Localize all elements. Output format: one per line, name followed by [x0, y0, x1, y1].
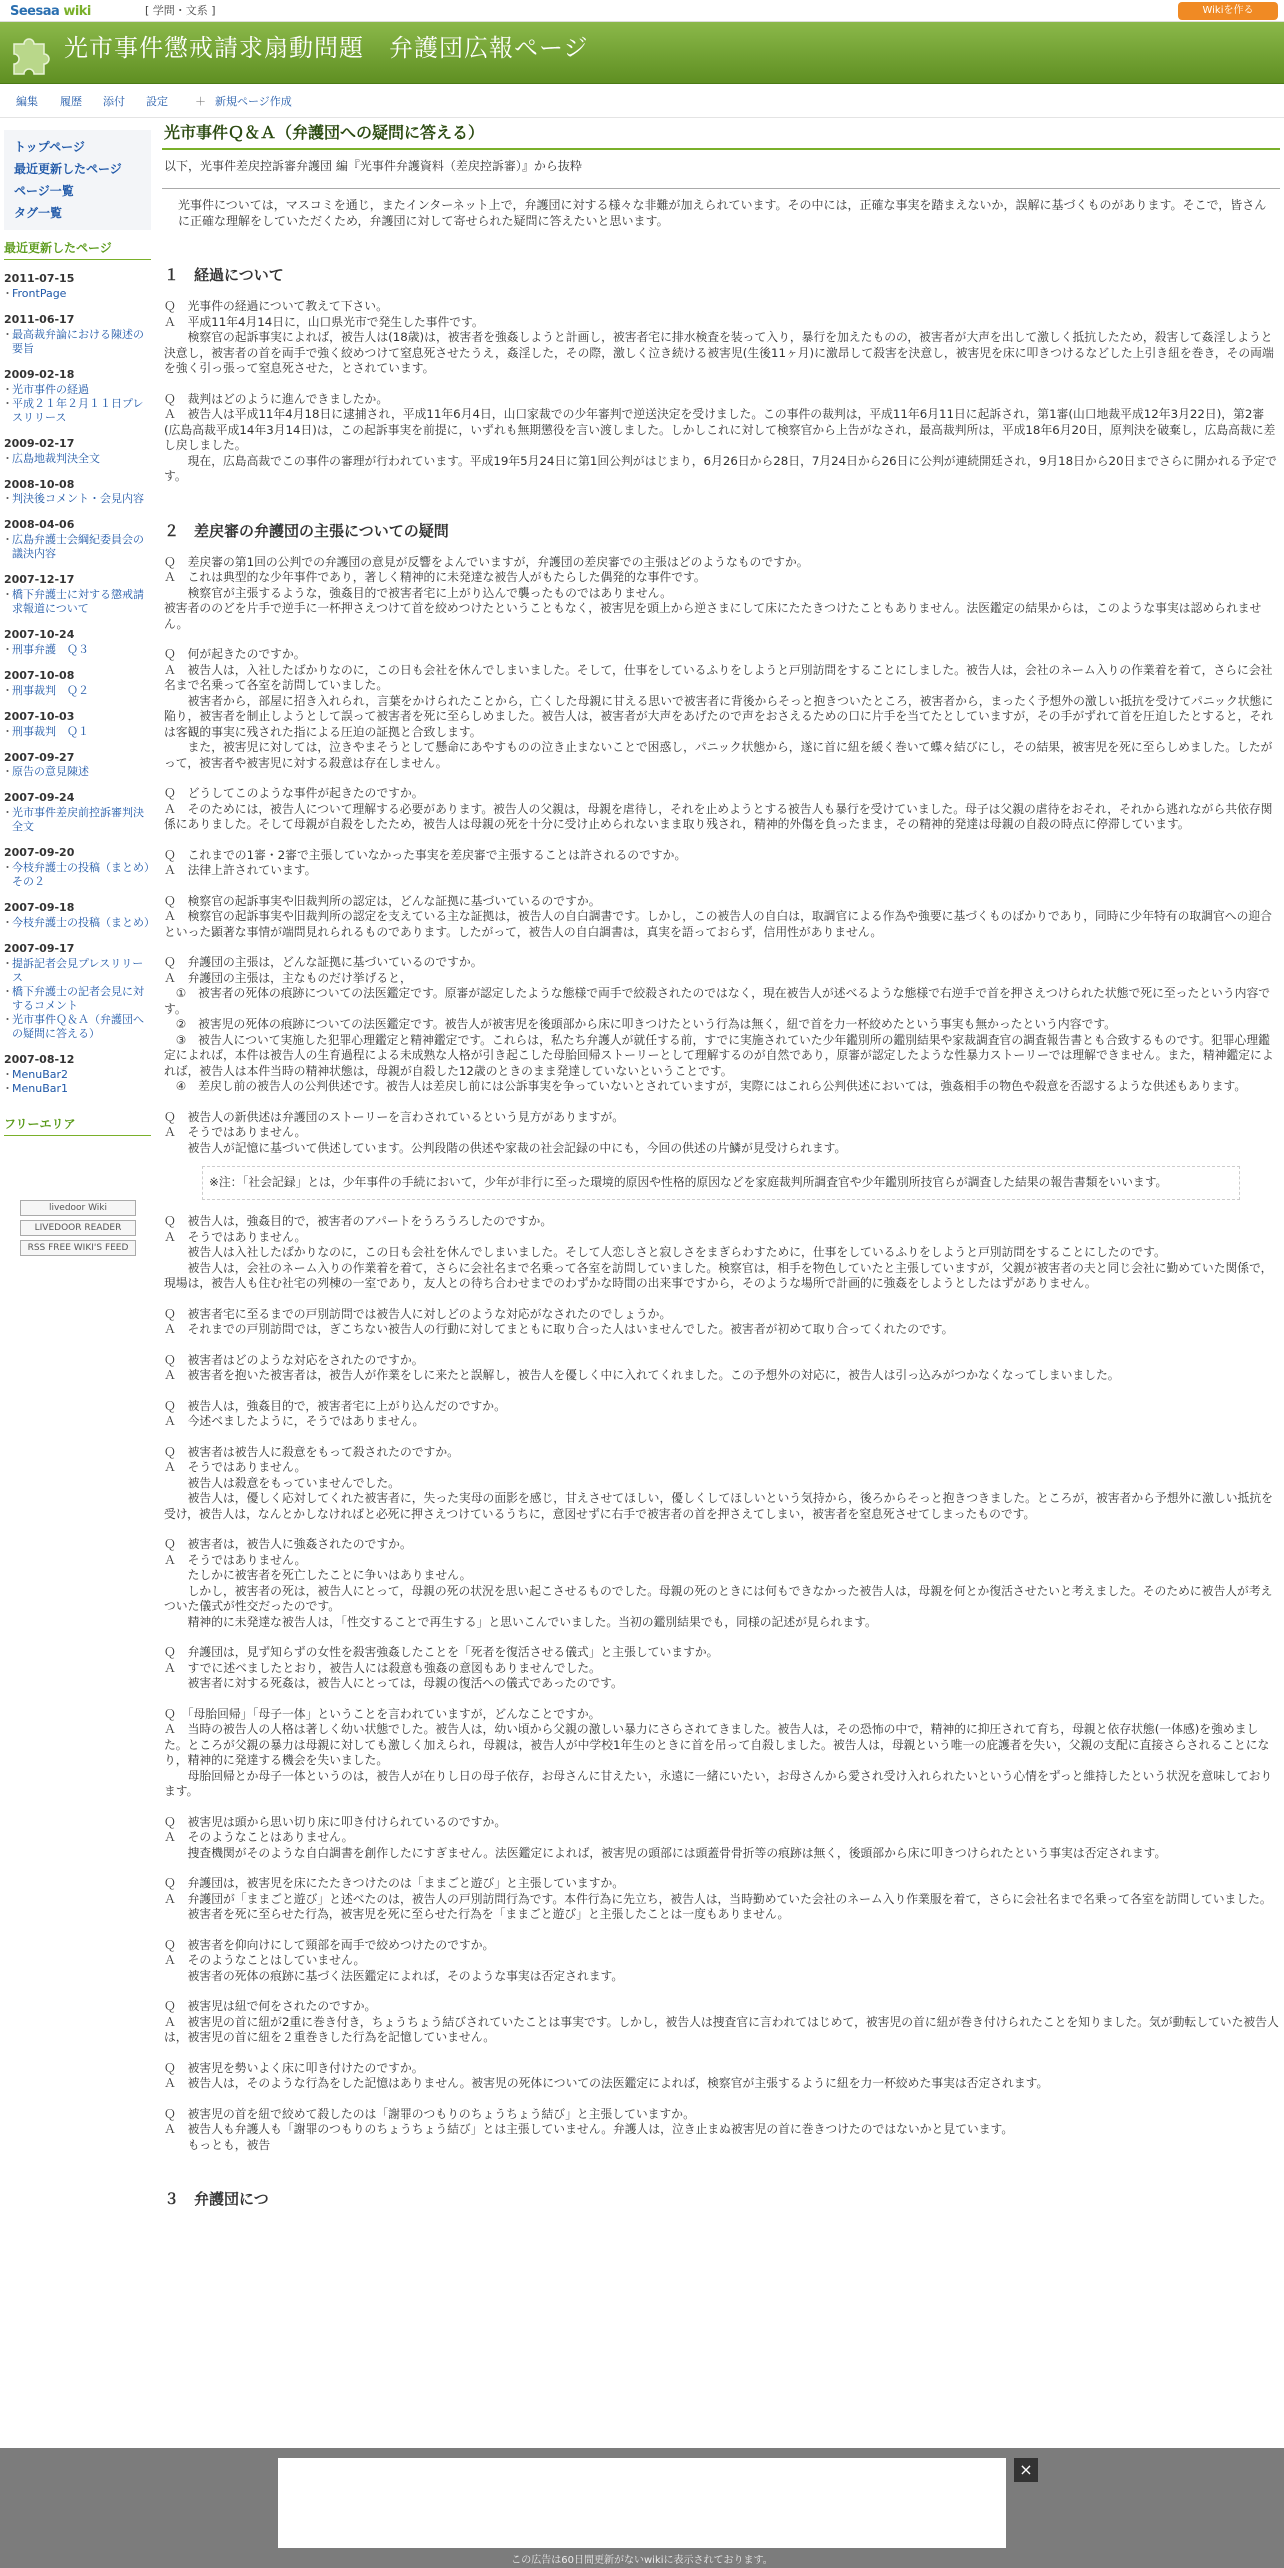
recent-heading: 最近更新したページ: [4, 240, 151, 260]
recent-page-link[interactable]: ・ MenuBar2: [4, 1068, 151, 1082]
qa-line: 被告人は，優しく応対してくれた被害者に，失った実母の面影を感じ，甘えさせてほしい，優しくしてほしいという気持から，後ろからそっと抱きつきました。ところが，被害者から予想外に激しい抵抗を受け，被告人は，なんとかしなければと必死に押さえつけているうちに，意図せずに右手で被害者の首を押さえてしまい，被害者を窒息死させてしまったものです。: [164, 1491, 1273, 1521]
ad-note: この広告は60日間更新がないwikiに表示されております。: [511, 2555, 773, 2566]
qa-line: Ａ すでに述べましたとおり，被告人には殺意も強姦の意図もありませんでした。: [164, 1660, 601, 1675]
recent-page-link[interactable]: ・ 今枝弁護士の投稿（まとめ）: [4, 916, 151, 930]
menu-edit[interactable]: 編集: [16, 95, 38, 108]
ad-overlay: [0, 2448, 1284, 2568]
qa-line: Ｑ 光事件の経過について教えて下さい。: [164, 299, 388, 314]
qa-line: [164, 1692, 1280, 1707]
qa-line: Ｑ 被害者を仰向けにして頸部を両手で絞めつけたのですか。: [164, 1937, 495, 1952]
qa-line: Ａ 法律上許されています。: [164, 863, 317, 878]
recent-page-link[interactable]: ・ 最高裁弁論における陳述の要旨: [4, 328, 151, 356]
section-heading-1: １ 経過について: [164, 265, 284, 284]
recent-page-link[interactable]: ・ 刑事弁護 Ｑ３: [4, 643, 151, 657]
recent-date: 2007-10-24: [4, 628, 75, 642]
qa-line: Ｑ 被害者は，被告人に強姦されたのですか。: [164, 1537, 412, 1552]
page-title: 光市事件Ｑ＆Ａ（弁護団への疑問に答える）: [162, 118, 1280, 150]
qa-line: Ｑ 被害者はどのような対応をされたのですか。: [164, 1352, 424, 1367]
qa-line: Ａ そうではありません。: [164, 1125, 307, 1140]
recent-date: 2008-10-08: [4, 477, 75, 491]
qa-line: [164, 833, 1280, 848]
qa-line: 被害者から，部屋に招き入れられ，言葉をかけられたことから，亡くした母親に甘える思いで被害者に背後からそっと抱きついたところ，被害者から，まったく予想外の激しい抵抗を受けてパニック状態に陥り，被害者を制止しようとして誤って被害者を死に至らしめました。被告人は，被害者が大声をあげたので声をおさえるための口に片手を当てたとしていますが，その手がずれて首を圧迫したとすると，それは客観的事実に残された指による圧迫の証拠と合致します。: [164, 693, 1274, 739]
create-wiki-button[interactable]: Wikiを作る: [1178, 2, 1278, 20]
qa-line: 被害者ののどを片手で逆手に一杯押さえつけて首を絞めつけたということもなく，被害児を頭上から逆さまにして床にたたきつけたこともありません。法医鑑定の結果からは，このような事実は認められません。: [164, 601, 1262, 631]
section-heading-3: ３ 弁護団につ: [164, 2190, 269, 2209]
qa-line: Ａ 被告人は，そのような行為をした記憶はありません。被害児の死体についての法医鑑定によれば，検察官が主張するように紐を力一杯絞めた事実は否定されます。: [164, 2076, 1049, 2091]
qa-line: [164, 1984, 1280, 1999]
recent-date: 2009-02-17: [4, 436, 75, 450]
qa-line: Ａ 当時の被告人の人格は著しく幼い状態でした。被告人は，幼い頃から父親の激しい暴力にさらされてきました。被告人は，その恐怖の中で，精神的に抑圧されて育ち，母親と依存状態(一体感)を強めました。ところが父親の暴力は母親に対しても激しく加えられ，母親は，被告人が中学校1年生のときに首を吊って自殺しました。被告人は，母親という唯一の庇護者を失い，父親の支配に直接さらされることになり，精神的に発達する機会を失いました。: [164, 1722, 1270, 1768]
qa-line: Ｑ 「母胎回帰」「母子一体」ということを言われていますが，どんなことですか。: [164, 1706, 601, 1721]
qa-line: Ｑ 検察官の起訴事実や旧裁判所の認定は，どんな証拠に基づいているのですか。: [164, 893, 601, 908]
qa-line: [164, 1384, 1280, 1399]
qa-line: Ｑ これまでの1審・2審で主張していなかった事実を差戻審で主張することは許されるのですか。: [164, 847, 687, 862]
qa-line: [164, 1630, 1280, 1645]
nav-pages[interactable]: ページ一覧: [14, 184, 74, 198]
recent-date: 2007-12-17: [4, 573, 75, 587]
qa-line: [164, 632, 1280, 647]
qa-line: Ａ 被害者を抱いた被害者は，被告人が作業をしに来たと誤解し，被告人を優しく中に入れてくれました。この予想外の対応に，被告人は引っ込みがつかなくなってしまいました。: [164, 1368, 1120, 1383]
qa-line: 被害者を死に至らせた行為，被害児を死に至らせた行為を「ままごと遊び」と主張したことは一度もありません。: [164, 1907, 790, 1922]
qa-line: 被害者に対する死姦は，被告人にとっては，母親の復活への儀式であったのです。: [164, 1676, 623, 1691]
qa-line: Ａ 今述べましたように，そうではありません。: [164, 1414, 425, 1429]
recent-page-link[interactable]: ・ 平成２１年２月１１日プレスリリース: [4, 397, 151, 425]
qa-line: しかし，被害者の死は，被告人にとって，母親の死の状況を思い起こさせるものでした。母親の死のときには何もできなかった被告人は，母親を何とか復活させたいと考えました。そのために被告人が考えついた儀式が性交だったのです。: [164, 1583, 1273, 1614]
qa-line: Ａ そのようなことはありません。: [164, 1830, 354, 1845]
recent-date: 2007-09-18: [4, 901, 75, 915]
qa-line: 現在，広島高裁でこの事件の審理が行われています。平成19年5月24日に第1回公判がはじまり，6月26日から28日，7月24日から26日に公判が連続開廷され，9月18日から20日までさらに開かれる予定です。: [164, 453, 1277, 484]
qa-line: [164, 771, 1280, 786]
qa-line: [164, 1522, 1280, 1537]
section-heading-2: ２ 差戻審の弁護団の主張についての疑問: [164, 521, 449, 540]
recent-page-link[interactable]: ・ 光市事件差戻前控訴審判決全文: [4, 806, 151, 834]
qa-line: Ｑ 被害児は紐で何をされたのですか。: [164, 1999, 377, 2014]
page-subtitle: 以下，光事件差戻控訴審弁護団 編『光事件弁護資料（差戻控訴審）』から抜粋: [164, 158, 582, 173]
recent-page-link[interactable]: ・ 提訴記者会見プレスリリース: [4, 957, 151, 985]
menu-new-page[interactable]: 新規ページ作成: [215, 95, 292, 108]
recent-page-link[interactable]: ・ FrontPage: [4, 287, 151, 301]
menu-bar: [0, 84, 1284, 118]
qa-line: Ｑ 被害児は頭から思い切り床に叩き付けられているのですか。: [164, 1814, 507, 1829]
recent-page-link[interactable]: ・ 広島弁護士会綱紀委員会の議決内容: [4, 533, 151, 561]
qa-line: Ａ 被害児の首に紐が2重に巻き付き，ちょうちょう結びされていたことは事実です。しかし，被告人は捜査官に言われてはじめて，被害児の首に紐が巻き付けられたことを知りました。気が動転していた被告人は，被害児の首に紐を２重巻きした行為を記憶していません。: [164, 2014, 1279, 2045]
qa-block-2: [164, 555, 1280, 1157]
recent-page-link[interactable]: ・ 刑事裁判 Ｑ１: [4, 725, 151, 739]
header-banner: [0, 22, 1284, 84]
qa-line: [164, 2092, 1280, 2107]
qa-line: Ａ そうではありません。: [164, 1229, 307, 1244]
recent-page-link[interactable]: ・ MenuBar1: [4, 1082, 151, 1096]
qa-line: Ｑ 被告人は，強姦目的で，被害者宅に上がり込んだのですか。: [164, 1398, 506, 1413]
qa-line: [164, 1800, 1280, 1815]
qa-line: [164, 1861, 1280, 1876]
qa-line: Ｑ 被告人は，強姦目的で，被害者のアパートをうろうろしたのですか。: [164, 1214, 553, 1229]
main-content: [162, 118, 1280, 2209]
qa-block-1: [164, 299, 1280, 485]
sidebar: [0, 122, 155, 1260]
qa-line: Ａ 弁護団が「ままごと遊び」と述べたのは，被告人の戸別訪問行為です。本件行為に先立ち，被告人は，当時勤めていた会社のネーム入り作業服を着て，さらに会社名まで名乗って各室を訪問していました。: [164, 1891, 1272, 1906]
recent-date: 2007-10-08: [4, 668, 75, 682]
qa-line: [164, 377, 1280, 392]
recent-page-link[interactable]: ・ 橋下弁護士の記者会見に対するコメント: [4, 985, 151, 1013]
qa-line: Ａ 被告人も弁護人も「謝罪のつもりのちょうちょう結び」とは主張していません。弁護人は，泣き止まぬ被害児の首に巻きつけたのではないかと見ています。: [164, 2122, 1014, 2137]
qa-line: 被害者の死体の痕跡に基づく法医鑑定によれば，そのような事実は否定されます。: [164, 1968, 624, 1983]
nav-box: [4, 130, 151, 230]
livedoor-wiki-badge[interactable]: livedoor Wiki: [20, 1200, 136, 1216]
qa-line: 検察官が主張するような，強姦目的で被害者宅に上がり込んで襲ったものではありません。: [164, 585, 672, 600]
recent-page-link[interactable]: ・ 刑事裁判 Ｑ２: [4, 684, 151, 698]
qa-line: Ａ 被告人は，入社したばかりなのに，この日も会社を休んでしまいました。そして，仕事をしているふりをしようと戸別訪問をすることにしました。被告人は，会社のネーム入りの作業着を着て，さらに会社名まで名乗って各室を訪問していました。: [164, 662, 1273, 693]
qa-line: Ｑ 被害児の首を紐で絞めて殺したのは「謝罪のつもりのちょうちょう結び」と主張していますか。: [164, 2106, 695, 2121]
nav-tags[interactable]: タグ一覧: [14, 206, 63, 220]
recent-date: 2011-07-15: [4, 272, 75, 286]
recent-list: [0, 272, 155, 1096]
free-area-heading: フリーエリア: [4, 1116, 151, 1136]
qa-line: Ａ そうではありません。: [164, 1460, 307, 1475]
qa-line: Ｑ 弁護団は，見ず知らずの女性を殺害強姦したことを「死者を復活させる儀式」と主張していますか。: [164, 1645, 719, 1660]
livedoor-reader-badge[interactable]: LIVEDOOR READER: [20, 1220, 136, 1236]
plus-icon: ＋: [195, 95, 206, 108]
ad-box[interactable]: [278, 2458, 1006, 2548]
category-link[interactable]: [ 学問・文系 ]: [145, 4, 216, 17]
recent-page-link[interactable]: ・ 原告の意見陳述: [4, 765, 151, 779]
qa-line: Ａ これは典型的な少年事件であり，著しく精神的に未発達な被告人がもたらした偶発的な事件です。: [164, 570, 706, 585]
qa-line: もっとも，被告: [164, 2137, 271, 2152]
qa-line: Ｑ 被害者は被告人に殺意をもって殺されたのですか。: [164, 1444, 459, 1459]
recent-page-link[interactable]: ・ 橋下弁護士に対する懲戒請求報道について: [4, 588, 151, 616]
qa-line: Ａ 平成11年4月14日に，山口県光市で発生した事件です。: [164, 314, 484, 329]
recent-date: 2007-09-27: [4, 750, 75, 764]
qa-line: [164, 940, 1280, 955]
recent-page-link[interactable]: ・ 判決後コメント・会見内容: [4, 492, 151, 506]
qa-line: Ａ 被告人は平成11年4月18日に逮捕され，平成11年6月4日，山口家裁での少年審判で逆送決定を受けました。この事件の裁判は，平成11年6月11日に起訴され，第1審(山口地裁平成12年3月22日)，第2審(広島高裁平成14年3月14日)は，この起訴事実を前提に，いずれも無期懲役を言い渡しました。しかしこれに対して検察官から上告がなされ，最高裁判所は，平成18年6月20日，原判決を破棄し，広島高裁に差し戻しました。: [164, 407, 1276, 453]
recent-date: 2009-02-18: [4, 367, 75, 381]
recent-date: 2007-09-20: [4, 846, 75, 860]
menu-settings[interactable]: 設定: [146, 95, 168, 108]
qa-line: Ａ それまでの戸別訪問では，ぎこちない被告人の行動に対してまともに取り合った人はいませんでした。被害者が初めて取り合ってくれたのです。: [164, 1322, 954, 1337]
recent-date: 2007-10-03: [4, 709, 75, 723]
qa-line: Ｑ 弁護団の主張は，どんな証拠に基づいているのですか。: [164, 955, 483, 970]
qa-line: [164, 879, 1280, 894]
qa-line: [164, 1095, 1280, 1110]
qa-line: 被告人は入社したばかりなのに，この日も会社を休んでしまいました。そして人恋しさと寂しさをまぎらわすために，仕事をしているふりをしようと戸別訪問をすることにしたのです。: [164, 1245, 1166, 1260]
qa-line: また，被害児に対しては，泣きやまそうとして懸命にあやすものの泣き止まないことで困惑し，パニック状態から，遂に首に紐を緩く巻いて蝶々結びにし，その結果，被害児を死に至らしめました。したがって，被害者や被害児に対する殺意は存在しません。: [164, 740, 1273, 770]
nav-top[interactable]: トップページ: [14, 140, 85, 154]
qa-line: Ｑ 被告人の新供述は弁護団のストーリーを言わされているという見方がありますが。: [164, 1109, 625, 1124]
close-icon[interactable]: ×: [1014, 2458, 1038, 2482]
recent-page-link[interactable]: ・ 光市事件の経過: [4, 383, 151, 397]
recent-date: 2007-09-24: [4, 791, 75, 805]
qa-line: 検察官の起訴事実によれば，被告人は(18歳)は，被害者を強姦しようと計画し，被害者宅に排水検査を装って入り，暴行を加えたものの，被害者が大声を出して激しく抵抗したため，殺害して姦淫しようと決意し，被害者の首を両手で強く絞めつけて窒息死させたうえ，姦淫した，その際，激しく泣き続ける被害児(生後11ヶ月)に激昂して殺害を決意し，被害児を床に叩きつけるなどした上引き紐を巻き，その両端を強く引っ張って窒息死させた，とされています。: [164, 330, 1274, 376]
qa-line: 被告人は，会社のネーム入りの作業着を着て，さらに会社名まで名乗って各室を訪問していました。検察官は，相手を物色していたと主張していますが，父親が被害者の夫と同じ会社に勤めていた関係で，現場は，被告人も住む社宅の列棟の一室であり，友人との待ち合わせまでのわずかな時間の出来事ですから，そのような場所で計画的に強姦をしようとしたはずがありません。: [164, 1260, 1273, 1291]
puzzle-logo-icon: [10, 30, 54, 78]
qa-line: Ｑ 差戻審の第1回の公判での弁護団の意見が反響をよんでいますが，弁護団の差戻審での主張はどのようなものですか。: [164, 554, 809, 569]
qa-line: 捜査機関がそのような自白調書を創作したにすぎません。法医鑑定によれば，被害児の頭部には頭蓋骨骨折等の痕跡は無く，後頭部から床に叩きつけられたという事実は否定されます。: [164, 1845, 1167, 1860]
recent-date: 2011-06-17: [4, 313, 75, 327]
qa-line: 精神的に未発達な被告人は，「性交することで再生する」と思いこんでいました。当初の鑑別結果でも，同様の記述が見られます。: [164, 1614, 877, 1629]
recent-date: 2007-08-12: [4, 1052, 75, 1066]
qa-line: [164, 1292, 1280, 1307]
qa-line: Ｑ 何が起きたのですか。: [164, 647, 306, 662]
seesaa-logo[interactable]: Seesaa wiki: [10, 4, 91, 19]
qa-line: Ａ 検察官の起訴事実や旧裁判所の認定を支えている主な証拠は，被告人の自白調書です。しかし，この被告人の自白は，取調官による作為や強要に基づくものばかりであり，同時に少年特有の取調官への迎合といった顕著な事情が端問見れられるものであります。したがって，被告人の自白調書は，真実を語っておらず，信用性がありません。: [164, 909, 1272, 939]
qa-line: ③ 被告人について実施した犯罪心理鑑定と精神鑑定です。これらは，私たち弁護人が就任する前，すでに実施されていた少年鑑別所の鑑別結果や家裁調査官の調査報告書とも合致するものです。犯罪心理鑑定によれば，本件は被告人の生育過程による未成熟な人格が引き起こした母胎回帰ストーリーとして理解するのが自然であり，原審が認定したような性暴力ストーリーでは理解できません。また，精神鑑定によれば，被告人は本件当時の精神状態は，母親が自殺した12歳のときのまま発達していないということです。: [164, 1032, 1274, 1078]
note-box: ※注：「社会記録」とは，少年事件の手続において，少年が非行に至った環境的原因や性格的原因などを家庭裁判所調査官や少年鑑別所技官らが調査した結果の報告書類をいいます。: [202, 1166, 1240, 1200]
qa-line: Ｑ どうしてこのような事件が起きたのですか。: [164, 786, 424, 801]
intro-text: 光事件については，マスコミを通じ，またインターネット上で，弁護団に対する様々な非難が加えられています。その中には，正確な事実を踏まえないか，誤解に基づくものがあります。そこで，皆さんに正確な理解をしていただくため，弁護団に対して寄せられた疑問に答えたいと思います。: [162, 188, 1280, 229]
qa-line: Ｑ 被害者宅に至るまでの戸別訪問では被告人に対しどのような対応がなされたのでしょうか。: [164, 1306, 672, 1321]
qa-line: [164, 1430, 1280, 1445]
qa-line: たしかに被害者を死亡したことに争いはありません。: [164, 1568, 472, 1583]
top-bar: [0, 0, 1284, 22]
recent-date: 2007-09-17: [4, 942, 75, 955]
recent-date: 2008-04-06: [4, 518, 75, 532]
qa-line: Ａ 弁護団の主張は，主なものだけ挙げると，: [164, 970, 412, 985]
qa-line: Ａ そのようなことはしていません。: [164, 1953, 366, 1968]
qa-line: [164, 1923, 1280, 1938]
recent-page-link[interactable]: ・ 広島地裁判決全文: [4, 452, 151, 466]
recent-page-link[interactable]: ・ 光市事件Ｑ＆Ａ（弁護団への疑問に答える）: [4, 1013, 151, 1041]
qa-line: Ａ そのためには，被告人について理解する必要があります。被告人の父親は，母親を虐待し，それを止めようとする被告人も暴行を受けていました。母子は父親の虐待をおそれ，それから逃れながら共依存関係にありました。そして母親が自殺をしたため，被告人は母親の死を十分に受け止められないまま取り残され，精神的外傷を負ったまま，その精神的発達は母親の自殺の時点に停滞しています。: [164, 801, 1273, 832]
qa-block-3: [164, 1214, 1280, 2153]
rss-feed-badge[interactable]: RSS FREE WIKI'S FEED: [20, 1240, 136, 1256]
qa-line: 被告人が記憶に基づいて供述しています。公判段階の供述や家裁の社会記録の中にも，今回の供述の片鱗が見受けられます。: [164, 1140, 847, 1155]
qa-line: ① 被害者の死体の痕跡についての法医鑑定です。原審が認定したような態様で両手で絞殺されたのではなく，現在被告人が述べるような態様で右逆手で首を押さえつけられた状態で死に至ったという内容です。: [164, 986, 1271, 1016]
qa-line: 被告人は殺意をもっていませんでした。: [164, 1475, 400, 1490]
menu-attach[interactable]: 添付: [103, 95, 125, 108]
qa-line: [164, 2046, 1280, 2061]
qa-line: ② 被害児の死体の痕跡についての法医鑑定です。被告人が被害児を後頭部から床に叩きつけたという行為は無く，紐で首を力一杯絞めたという事実も無かったという内容です。: [164, 1017, 1116, 1032]
qa-line: [164, 1338, 1280, 1353]
qa-line: Ｑ 被害児を勢いよく床に叩き付けたのですか。: [164, 2060, 424, 2075]
qa-line: Ａ そうではありません。: [164, 1552, 307, 1567]
qa-line: ④ 差戻し前の被告人の公判供述です。被告人は差戻し前には公訴事実を争っていないとされていますが，実際にはこれら公判供述においては，強姦相手の物色や殺意を否認するような供述もあります。: [164, 1079, 1247, 1094]
qa-line: 母胎回帰とか母子一体というのは，被告人が在りし日の母子依存，お母さんに甘えたい，永遠に一緒にいたい，お母さんから愛され受け入れられたいという心情をずっと維持したという状況を意味しております。: [164, 1768, 1273, 1799]
wiki-title[interactable]: 光市事件懲戒請求扇動問題 弁護団広報ページ: [64, 34, 589, 62]
qa-line: Ｑ 弁護団は，被害児を床にたたきつけたのは「ままごと遊び」と主張していますか。: [164, 1876, 625, 1891]
nav-recent[interactable]: 最近更新したページ: [14, 162, 122, 176]
menu-history[interactable]: 履歴: [60, 95, 82, 108]
qa-line: Ｑ 裁判はどのように進んできましたか。: [164, 391, 389, 406]
recent-page-link[interactable]: ・ 今枝弁護士の投稿（まとめ）その２: [4, 861, 151, 889]
